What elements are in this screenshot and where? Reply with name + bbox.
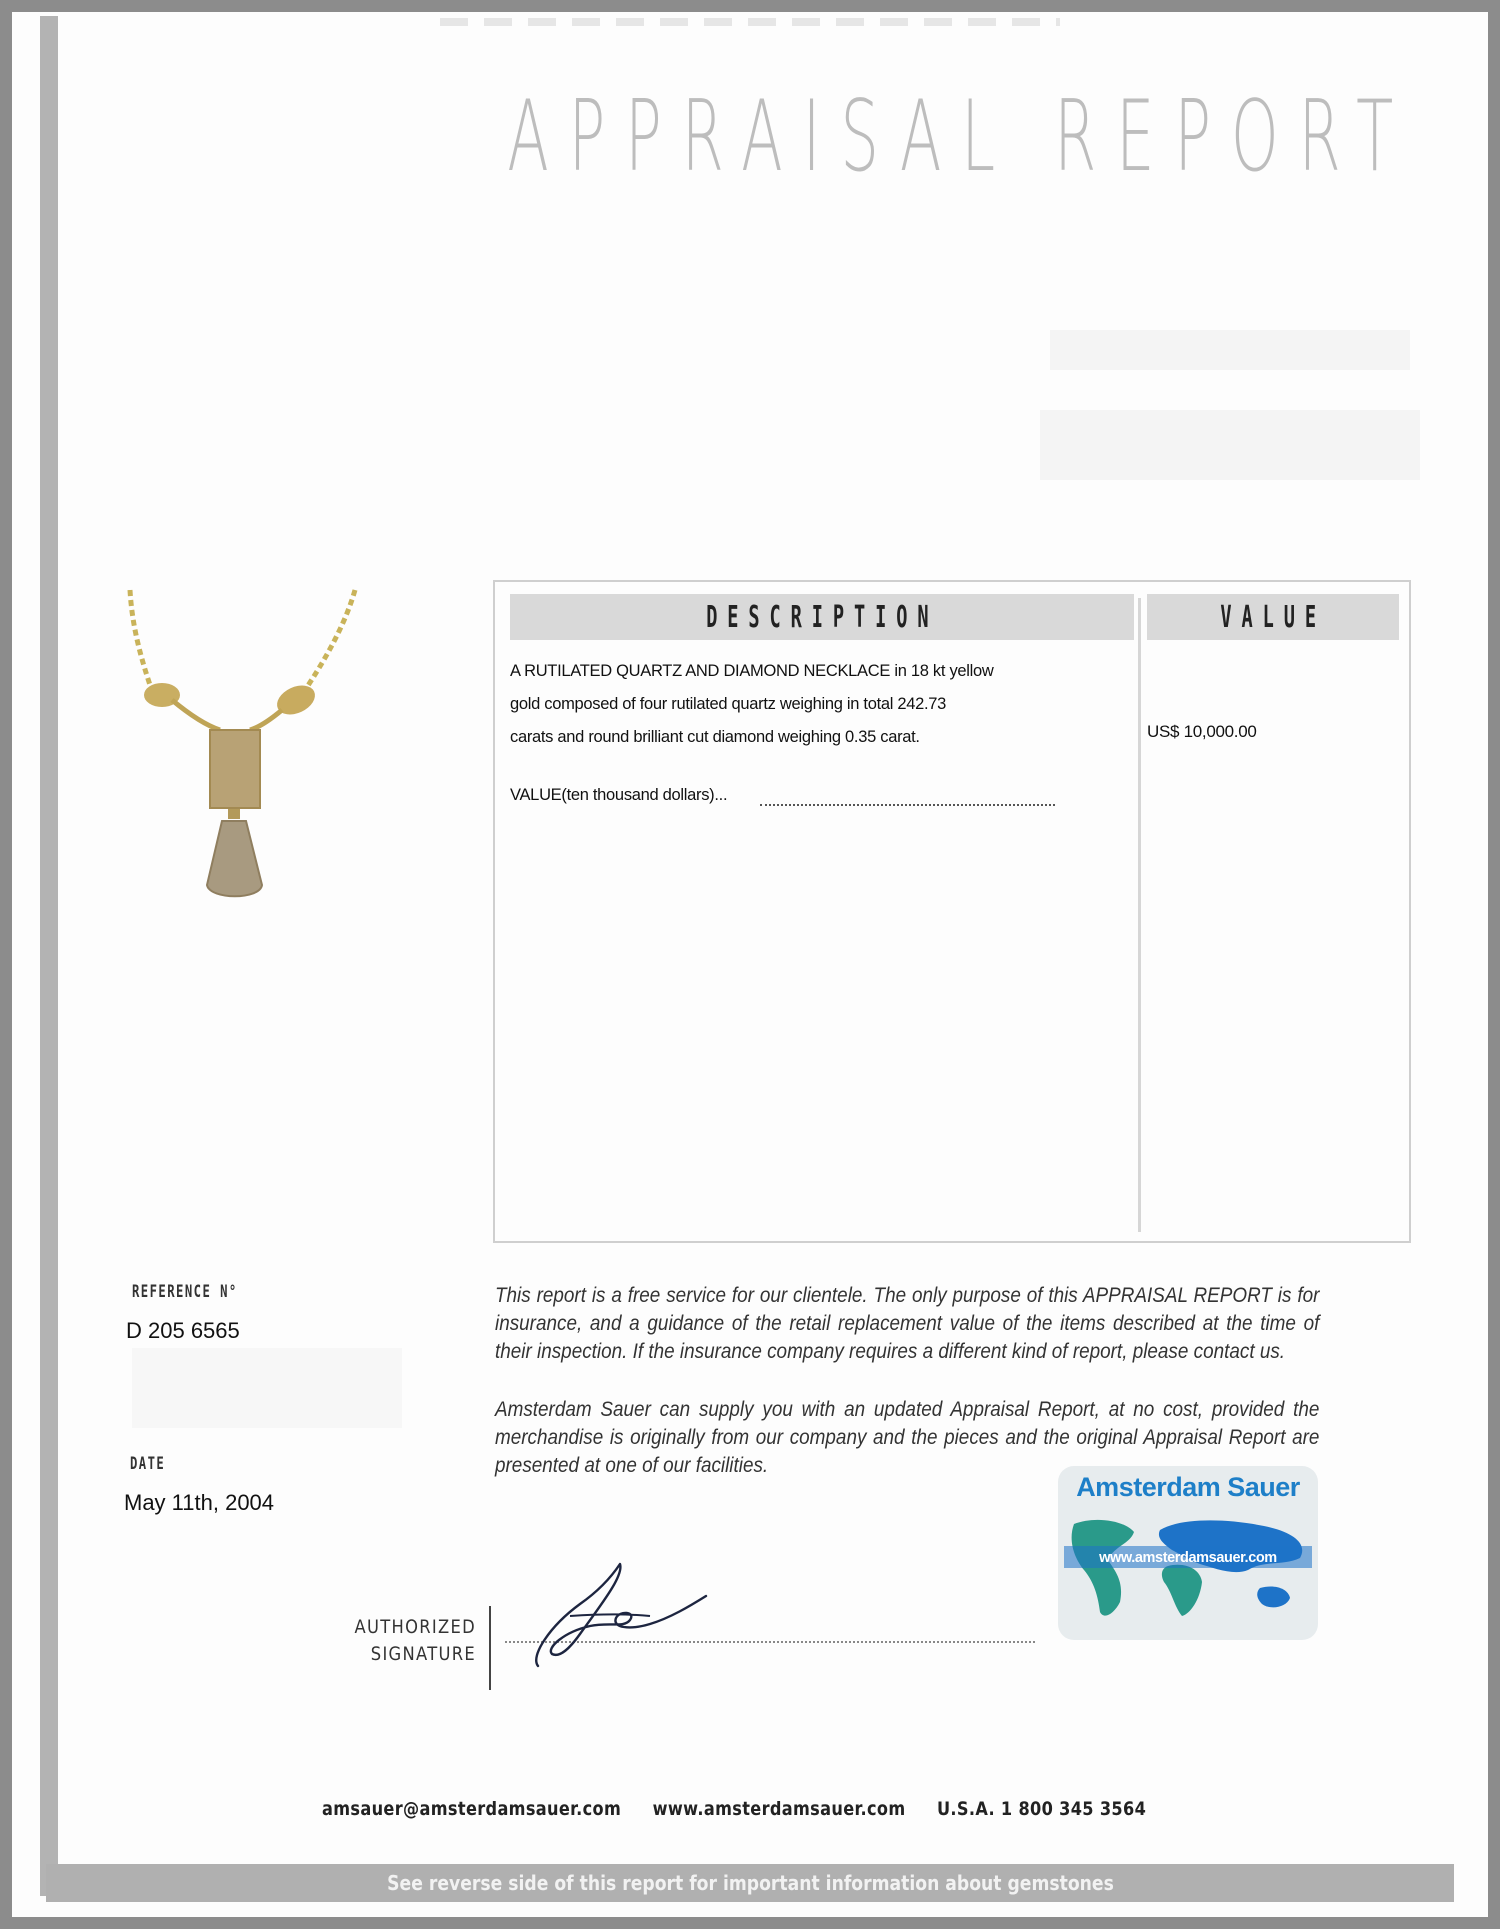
disclaimer-text-1: This report is a free service for our clientele. The only purpose of this APPRAISAL REPORT is for insurance, and a guidance of the retail replacement value of the items described at the time of their inspection. If the insurance company requires a different kind of report, please contact us. (495, 1284, 1320, 1363)
diamond-bail (228, 809, 240, 819)
necklace-chain-right (250, 710, 282, 730)
footer-website[interactable]: www.amsterdamsauer.com (652, 1798, 906, 1820)
logo-company-name: Amsterdam Sauer (1076, 1472, 1300, 1502)
drop-quartz-pendant (207, 821, 262, 896)
disclaimer-paragraph-1 (495, 1282, 1319, 1366)
value-leader-dots (760, 804, 1055, 806)
necklace-photo (110, 585, 370, 945)
signature-label-line-1: AUTHORIZED (354, 1616, 476, 1638)
faded-stamp-area (132, 1348, 402, 1428)
disclaimer-text-2: Amsterdam Sauer can supply you with an updated Appraisal Report, at no cost, provided the merchandise is originally from our company and the pieces and the original Appraisal Report are presented at one of our facilities. (495, 1398, 1320, 1477)
description-header (510, 594, 1134, 640)
bottom-notice-text: See reverse side of this report for important information about gemstones (386, 1871, 1114, 1895)
signature-label-line-2: SIGNATURE (370, 1643, 476, 1665)
reference-label: REFERENCE N° (132, 1282, 238, 1302)
faded-header-strip (440, 18, 1060, 26)
report-date: May 11th, 2004 (124, 1490, 275, 1515)
left-margin-bar (40, 16, 58, 1896)
signature-divider (489, 1606, 491, 1690)
description-header-label: DESCRIPTION (705, 599, 939, 635)
necklace-chain-left (172, 700, 220, 730)
logo-url: www.amsterdamsauer.com (1099, 1550, 1277, 1566)
necklace-chain (130, 590, 355, 690)
item-description (510, 655, 1130, 754)
authorized-signature-label (350, 1614, 476, 1668)
appraised-value: US$ 10,000.00 (1147, 722, 1257, 741)
footer-phone: U.S.A. 1 800 345 3564 (936, 1798, 1147, 1820)
bottom-notice (46, 1864, 1454, 1902)
faded-watermark (1050, 330, 1410, 370)
faded-watermark (1040, 410, 1420, 480)
value-header-label: VALUE (1220, 599, 1326, 635)
table-column-divider (1138, 598, 1141, 1232)
description-line: gold composed of four rutilated quartz weighing in total 242.73 (510, 695, 947, 713)
reference-number: D 205 6565 (126, 1318, 240, 1343)
company-logo (1058, 1466, 1318, 1640)
rectangular-quartz-pendant (210, 730, 260, 808)
world-map-icon (1064, 1510, 1312, 1630)
date-label: DATE (130, 1454, 166, 1474)
contact-footer (322, 1798, 1172, 1820)
value-header (1147, 594, 1399, 640)
footer-email[interactable]: amsauer@amsterdamsauer.com (322, 1798, 622, 1820)
handwritten-signature (520, 1556, 720, 1676)
value-in-words: VALUE(ten thousand dollars)... (510, 786, 728, 804)
page-title: APPRAISAL REPORT (507, 80, 1414, 194)
description-line: A RUTILATED QUARTZ AND DIAMOND NECKLACE in 18 kt yellow (510, 662, 994, 680)
description-line: carats and round brilliant cut diamond weighing 0.35 carat. (510, 728, 920, 746)
